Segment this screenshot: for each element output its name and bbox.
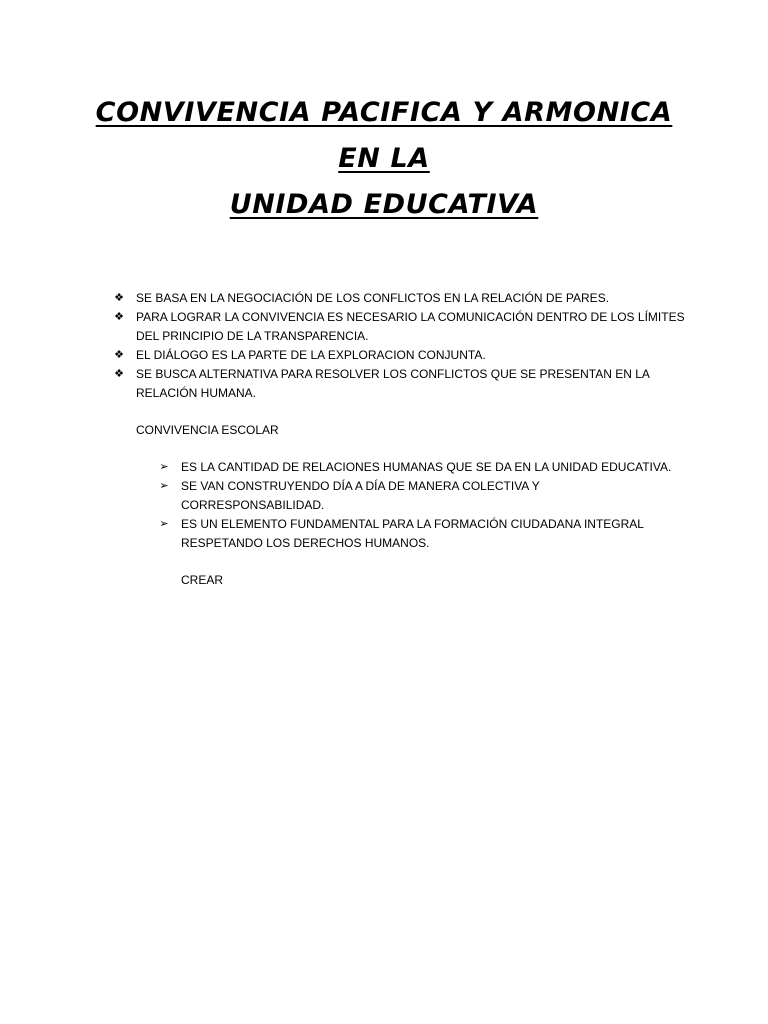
arrow-bullet-icon: ➢ [159,461,169,473]
main-bullet-list [112,289,692,403]
sub-bullet-text: ES LA CANTIDAD DE RELACIONES HUMANAS QUE SE DA EN LA UNIDAD EDUCATIVA. [181,460,672,474]
main-bullet-item [112,346,692,365]
section-heading-convivencia-escolar: CONVIVENCIA ESCOLAR [136,423,279,437]
sub-bullet-list [157,458,677,553]
arrow-bullet-icon: ➢ [159,480,169,492]
main-bullet-text: SE BUSCA ALTERNATIVA PARA RESOLVER LOS CONFLICTOS QUE SE PRESENTAN EN LA RELACIÓN HUMANA. [136,367,650,400]
main-bullet-item [112,308,692,346]
diamond-bullet-icon: ❖ [114,349,124,361]
title-line-1: CONVIVENCIA PACIFICA Y ARMONICA [95,97,673,128]
title-line-2: EN LA [338,143,430,174]
diamond-bullet-icon: ❖ [114,292,124,304]
main-bullet-text: SE BASA EN LA NEGOCIACIÓN DE LOS CONFLICTOS EN LA RELACIÓN DE PARES. [136,291,610,305]
final-word-crear: CREAR [181,573,224,587]
sub-bullet-item [157,477,677,515]
main-bullet-text: PARA LOGRAR LA CONVIVENCIA ES NECESARIO LA COMUNICACIÓN DENTRO DE LOS LÍMITES DEL PRINCIPIO DE LA TRANSPARENCIA. [136,310,685,343]
sub-bullet-item [157,515,677,553]
main-bullet-item [112,289,692,308]
main-bullet-text: EL DIÁLOGO ES LA PARTE DE LA EXPLORACION CONJUNTA. [136,348,486,362]
title-line-3: UNIDAD EDUCATIVA [229,189,539,220]
sub-bullet-item [157,458,677,477]
diamond-bullet-icon: ❖ [114,311,124,323]
sub-bullet-text: ES UN ELEMENTO FUNDAMENTAL PARA LA FORMACIÓN CIUDADANA INTEGRAL RESPETANDO LOS DERECHOS HUMANOS. [181,517,644,550]
main-bullet-item [112,365,692,403]
sub-bullet-text: SE VAN CONSTRUYENDO DÍA A DÍA DE MANERA COLECTIVA Y CORRESPONSABILIDAD. [181,479,540,512]
diamond-bullet-icon: ❖ [114,368,124,380]
document-title [0,90,768,228]
arrow-bullet-icon: ➢ [159,518,169,530]
